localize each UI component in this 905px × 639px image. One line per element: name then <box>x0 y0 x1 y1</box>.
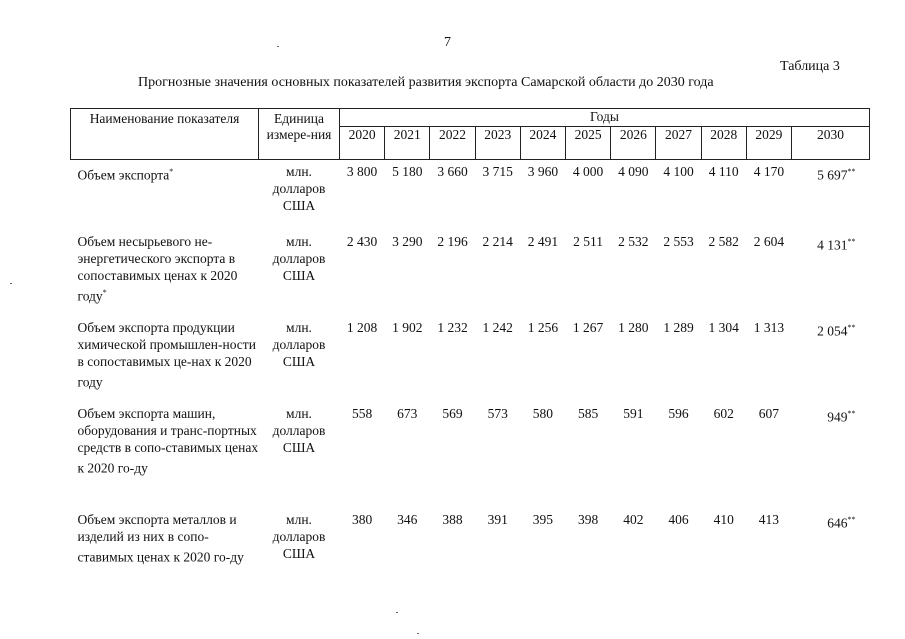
row-value: 5 697** <box>817 167 856 183</box>
row-value: 607 <box>758 405 780 421</box>
row-value: 1 267 <box>572 319 604 335</box>
row-value: 1 280 <box>618 319 649 335</box>
year-header: 2024 <box>520 127 565 160</box>
row-value: 3 800 <box>346 164 378 179</box>
row-value: 2 582 <box>708 233 739 249</box>
row-name: Объем несырьевого не-энергетического экспорта в сопоставимых ценах к 2020 году* <box>77 233 238 303</box>
header-name: Наименование показателя <box>71 109 259 160</box>
row-value: 2 511 <box>573 233 604 249</box>
table-row <box>71 508 870 588</box>
row-value: 4 090 <box>618 164 649 179</box>
row-value: 4 131** <box>817 236 856 252</box>
year-header: 2027 <box>656 127 701 160</box>
year-header: 2023 <box>475 127 520 160</box>
row-name: Объем экспорта металлов и изделий из них в сопо-ставимых ценах к 2020 го-ду <box>77 511 244 564</box>
row-unit: млн. долларов США <box>272 319 326 369</box>
row-value: 4 100 <box>663 164 694 179</box>
row-value: 1 242 <box>482 319 513 335</box>
row-unit: млн. долларов США <box>272 405 326 455</box>
row-value: 3 290 <box>392 233 423 249</box>
row-value: 3 715 <box>482 164 513 179</box>
row-unit: млн. долларов США <box>272 164 326 213</box>
row-value: 573 <box>487 405 508 421</box>
row-value: 4 170 <box>753 164 785 179</box>
table-row <box>71 402 870 508</box>
row-value: 602 <box>713 405 734 421</box>
row-unit: млн. долларов США <box>272 511 326 561</box>
row-value: 2 054** <box>817 322 856 338</box>
table-row <box>71 160 870 230</box>
row-value: 585 <box>577 405 599 421</box>
table-title: Прогнозные значения основных показателей развития экспорта Самарской области до 2030 года <box>138 75 714 90</box>
year-header: 2021 <box>385 127 430 160</box>
year-header: 2020 <box>340 127 385 160</box>
row-value: 406 <box>668 511 689 527</box>
page-number: 7 <box>444 35 451 50</box>
row-value: 402 <box>623 511 644 527</box>
row-value: 1 289 <box>663 319 694 335</box>
table-label: Таблица 3 <box>780 59 840 74</box>
row-value: 380 <box>351 511 373 527</box>
row-value: 1 208 <box>346 319 378 335</box>
year-header: 2025 <box>566 127 611 160</box>
table-row <box>71 316 870 402</box>
row-value: 2 491 <box>527 233 559 249</box>
row-value: 4 000 <box>572 164 604 179</box>
row-value: 2 604 <box>753 233 785 249</box>
row-value: 395 <box>532 511 554 527</box>
row-value: 413 <box>758 511 780 527</box>
year-header: 2026 <box>611 127 656 160</box>
row-name: Объем экспорта машин, оборудования и транс-портных средств в сопо-ставимых ценах к 2020 го-ду <box>77 405 259 475</box>
year-header: 2030 <box>792 127 870 160</box>
year-header: 2028 <box>701 127 746 160</box>
row-value: 558 <box>351 405 373 421</box>
row-value: 388 <box>442 511 463 527</box>
row-value: 2 196 <box>437 233 468 249</box>
export-forecast-table <box>70 108 870 588</box>
row-value: 410 <box>713 511 734 527</box>
row-value: 1 256 <box>527 319 559 335</box>
row-value: 2 214 <box>482 233 513 249</box>
year-header: 2029 <box>746 127 791 160</box>
row-name: Объем экспорта* <box>77 167 174 183</box>
row-value: 1 313 <box>753 319 785 335</box>
row-value: 591 <box>623 405 644 421</box>
row-value: 398 <box>577 511 599 527</box>
row-value: 3 960 <box>527 164 559 179</box>
table-row <box>71 230 870 316</box>
row-value: 346 <box>397 511 418 527</box>
row-value: 391 <box>487 511 508 527</box>
row-value: 1 232 <box>437 319 468 335</box>
year-header: 2022 <box>430 127 475 160</box>
row-value: 5 180 <box>392 164 423 179</box>
row-value: 2 553 <box>663 233 694 249</box>
row-value: 580 <box>532 405 554 421</box>
row-value: 1 304 <box>708 319 739 335</box>
row-value: 949** <box>827 408 856 424</box>
header-years: Годы <box>340 109 870 127</box>
row-value: 646** <box>827 514 856 530</box>
row-value: 2 532 <box>618 233 649 249</box>
row-value: 4 110 <box>708 164 739 179</box>
row-value: 673 <box>397 405 418 421</box>
row-unit: млн. долларов США <box>272 233 326 283</box>
row-name: Объем экспорта продукции химической промышлен-ности в сопоставимых це-нах к 2020 году <box>77 319 256 389</box>
row-value: 2 430 <box>346 233 378 249</box>
row-value: 1 902 <box>392 319 423 335</box>
row-value: 596 <box>668 405 689 421</box>
row-value: 569 <box>442 405 463 421</box>
header-unit: Единица измере-ния <box>259 109 340 160</box>
row-value: 3 660 <box>437 164 468 179</box>
